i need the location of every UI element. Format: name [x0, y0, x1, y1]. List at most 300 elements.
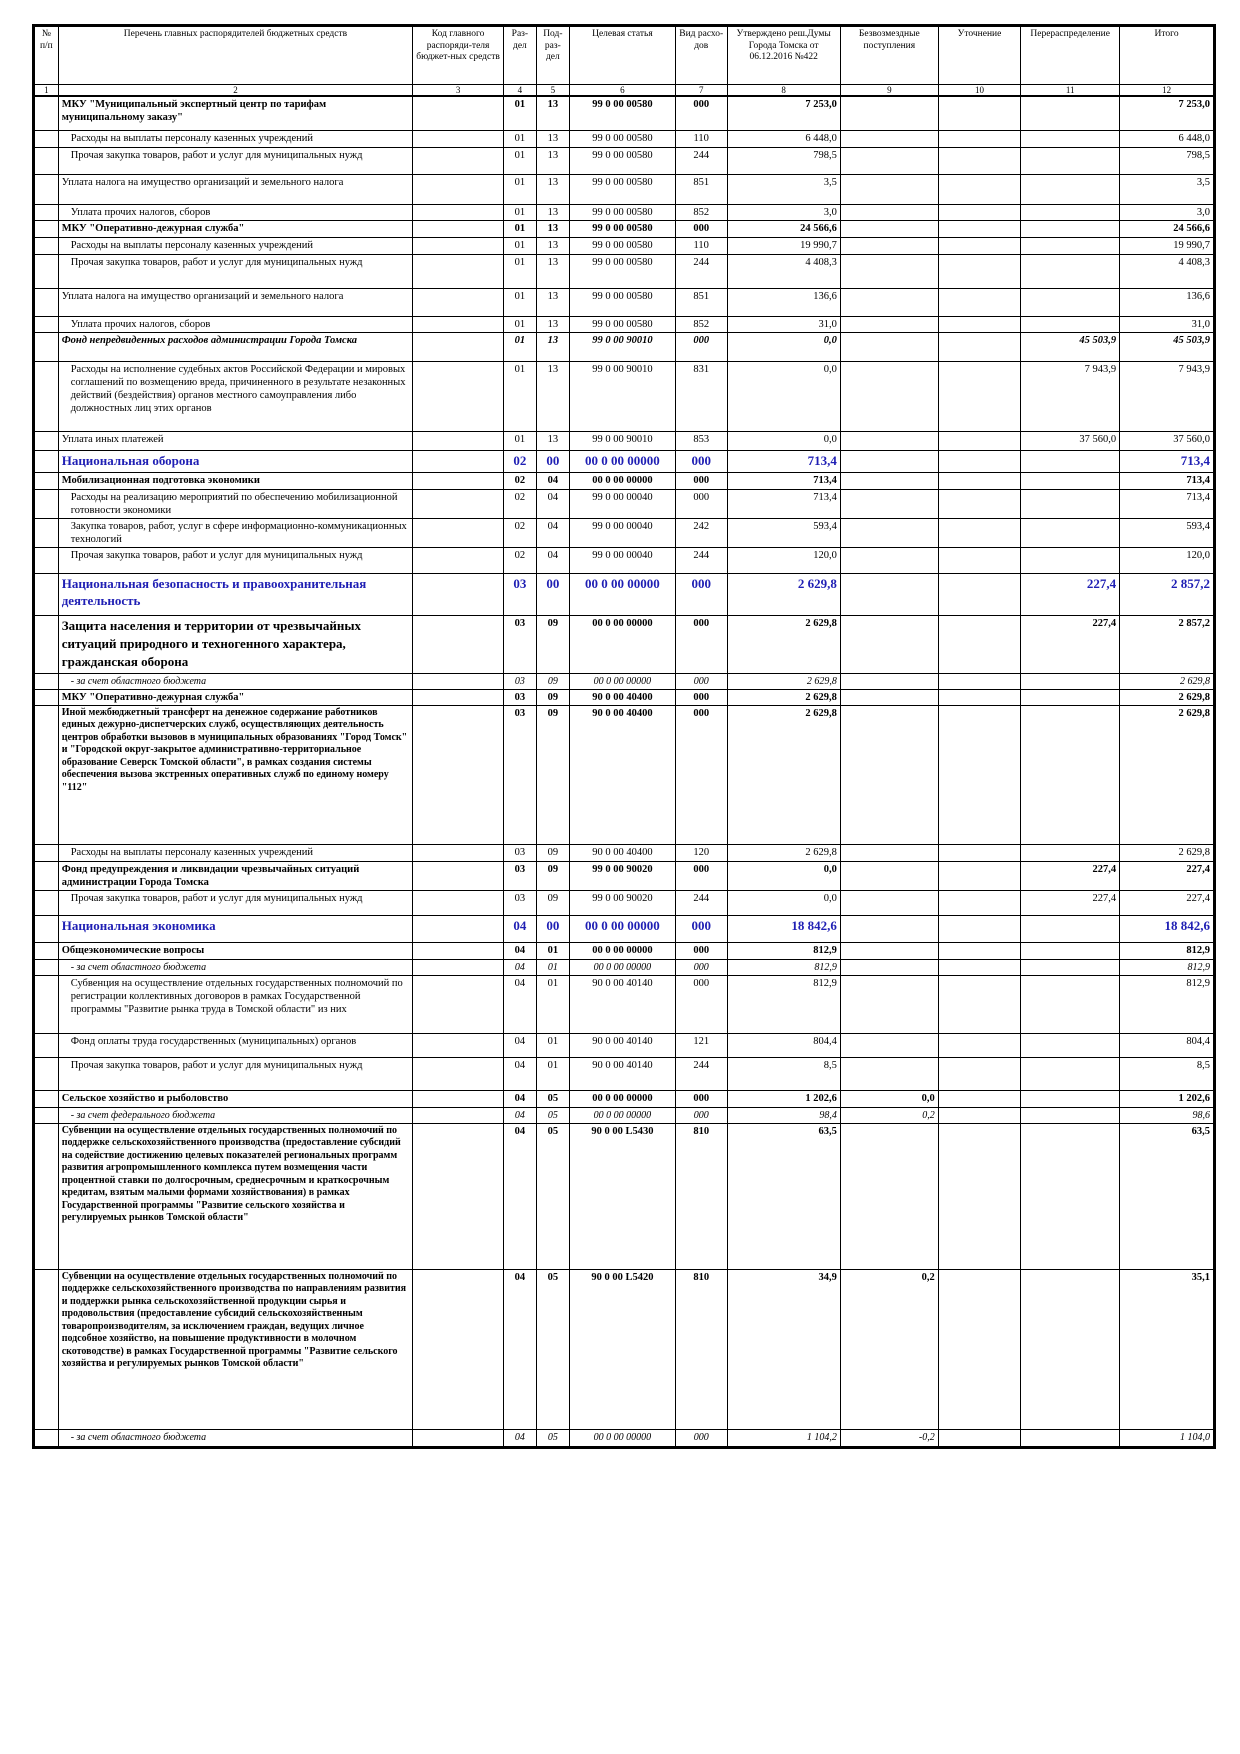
total-cell: 2 629,8: [1120, 844, 1214, 861]
podrazdel-cell: 09: [536, 615, 569, 673]
table-row: [35, 1429, 1214, 1446]
free-cell: [840, 220, 938, 237]
clarification-cell: [938, 174, 1020, 204]
total-cell: 6 448,0: [1120, 130, 1214, 147]
clarification-cell: [938, 705, 1020, 844]
article-cell: 99 0 00 00580: [569, 96, 675, 130]
redistribution-cell: [1021, 915, 1120, 942]
total-cell: 2 629,8: [1120, 705, 1214, 844]
colnum: 7: [675, 85, 727, 97]
vid-cell: 831: [675, 361, 727, 431]
name-cell: Защита населения и территории от чрезвычайных ситуаций природного и техногенного характера, гражданская оборона: [58, 615, 413, 673]
redistribution-cell: [1021, 1269, 1120, 1429]
vid-cell: 244: [675, 254, 727, 288]
free-cell: [840, 147, 938, 174]
vid-cell: 853: [675, 431, 727, 450]
vid-cell: 000: [675, 942, 727, 959]
article-cell: 00 0 00 00000: [569, 1429, 675, 1446]
code-cell: [413, 96, 504, 130]
name-cell: Прочая закупка товаров, работ и услуг для муниципальных нужд: [58, 254, 413, 288]
header-article: Целевая статья: [569, 27, 675, 85]
table-row: [35, 1033, 1214, 1057]
name-cell: - за счет областного бюджета: [58, 959, 413, 975]
approved-cell: 136,6: [727, 288, 840, 316]
razdel-cell: 04: [503, 1057, 536, 1090]
approved-cell: 7 253,0: [727, 96, 840, 130]
total-cell: 120,0: [1120, 547, 1214, 573]
name-cell: Сельское хозяйство и рыболовство: [58, 1090, 413, 1107]
podrazdel-cell: 09: [536, 689, 569, 705]
article-cell: 99 0 00 90010: [569, 431, 675, 450]
num-cell: [35, 1107, 59, 1123]
free-cell: [840, 1057, 938, 1090]
clarification-cell: [938, 431, 1020, 450]
approved-cell: 2 629,8: [727, 689, 840, 705]
num-cell: [35, 673, 59, 689]
code-cell: [413, 890, 504, 915]
article-cell: 99 0 00 00580: [569, 237, 675, 254]
num-cell: [35, 1429, 59, 1446]
approved-cell: 1 104,2: [727, 1429, 840, 1446]
clarification-cell: [938, 288, 1020, 316]
free-cell: [840, 861, 938, 890]
razdel-cell: 03: [503, 705, 536, 844]
podrazdel-cell: 09: [536, 890, 569, 915]
name-cell: Расходы на реализацию мероприятий по обеспечению мобилизационной готовности экономики: [58, 489, 413, 518]
podrazdel-cell: 13: [536, 130, 569, 147]
code-cell: [413, 959, 504, 975]
approved-cell: 31,0: [727, 316, 840, 332]
razdel-cell: 04: [503, 959, 536, 975]
code-cell: [413, 573, 504, 615]
podrazdel-cell: 09: [536, 673, 569, 689]
podrazdel-cell: 05: [536, 1269, 569, 1429]
code-cell: [413, 547, 504, 573]
podrazdel-cell: 09: [536, 861, 569, 890]
approved-cell: 713,4: [727, 489, 840, 518]
free-cell: [840, 96, 938, 130]
total-cell: 227,4: [1120, 890, 1214, 915]
razdel-cell: 03: [503, 673, 536, 689]
table-row: [35, 450, 1214, 472]
num-cell: [35, 450, 59, 472]
podrazdel-cell: 04: [536, 518, 569, 547]
approved-cell: 2 629,8: [727, 615, 840, 673]
podrazdel-cell: 01: [536, 975, 569, 1033]
code-cell: [413, 237, 504, 254]
code-cell: [413, 673, 504, 689]
table-row: [35, 1107, 1214, 1123]
article-cell: 90 0 00 40400: [569, 844, 675, 861]
razdel-cell: 01: [503, 316, 536, 332]
vid-cell: 000: [675, 959, 727, 975]
num-cell: [35, 237, 59, 254]
name-cell: - за счет областного бюджета: [58, 673, 413, 689]
redistribution-cell: [1021, 174, 1120, 204]
approved-cell: 812,9: [727, 959, 840, 975]
approved-cell: 0,0: [727, 861, 840, 890]
redistribution-cell: [1021, 689, 1120, 705]
header-code: Код главного распоряди-теля бюджет-ных средств: [413, 27, 504, 85]
colnum: 3: [413, 85, 504, 97]
name-cell: Субвенции на осуществление отдельных государственных полномочий по поддержке сельскохозяйственного производства по направлениям развития и поддержки рынка сельскохозяйственной продукции сырья и продовольствия (предоставление субсидий сельскохозяйственным товаропроизводителям, за исключением граждан, ведущих личное подсобное хозяйство, на повышение продуктивности в молочном скотоводстве) в рамках Государственной программы "Развитие сельского хозяйства и регулируемых рынков Томской области": [58, 1269, 413, 1429]
table-row: [35, 174, 1214, 204]
clarification-cell: [938, 547, 1020, 573]
vid-cell: 000: [675, 705, 727, 844]
article-cell: 00 0 00 00000: [569, 959, 675, 975]
article-cell: 99 0 00 90010: [569, 361, 675, 431]
razdel-cell: 03: [503, 890, 536, 915]
razdel-cell: 03: [503, 573, 536, 615]
redistribution-cell: [1021, 450, 1120, 472]
table-row: [35, 673, 1214, 689]
name-cell: Расходы на выплаты персоналу казенных учреждений: [58, 130, 413, 147]
colnum: 5: [536, 85, 569, 97]
table-row: [35, 959, 1214, 975]
total-cell: 3,5: [1120, 174, 1214, 204]
free-cell: [840, 689, 938, 705]
total-cell: 227,4: [1120, 861, 1214, 890]
colnum: 10: [938, 85, 1020, 97]
code-cell: [413, 844, 504, 861]
razdel-cell: 04: [503, 942, 536, 959]
article-cell: 00 0 00 00000: [569, 673, 675, 689]
name-cell: Фонд оплаты труда государственных (муниципальных) органов: [58, 1033, 413, 1057]
header-number: № п/п: [35, 27, 59, 85]
vid-cell: 000: [675, 573, 727, 615]
num-cell: [35, 489, 59, 518]
article-cell: 99 0 00 00580: [569, 254, 675, 288]
redistribution-cell: [1021, 316, 1120, 332]
article-cell: 99 0 00 90020: [569, 861, 675, 890]
razdel-cell: 01: [503, 254, 536, 288]
code-cell: [413, 489, 504, 518]
article-cell: 99 0 00 00580: [569, 316, 675, 332]
vid-cell: 000: [675, 1090, 727, 1107]
code-cell: [413, 705, 504, 844]
total-cell: 593,4: [1120, 518, 1214, 547]
vid-cell: 000: [675, 861, 727, 890]
num-cell: [35, 573, 59, 615]
free-cell: [840, 518, 938, 547]
name-cell: Мобилизационная подготовка экономики: [58, 472, 413, 489]
free-cell: [840, 489, 938, 518]
total-cell: 1 202,6: [1120, 1090, 1214, 1107]
article-cell: 90 0 00 L5420: [569, 1269, 675, 1429]
podrazdel-cell: 00: [536, 573, 569, 615]
colnum: 4: [503, 85, 536, 97]
total-cell: 2 629,8: [1120, 689, 1214, 705]
approved-cell: 120,0: [727, 547, 840, 573]
redistribution-cell: 37 560,0: [1021, 431, 1120, 450]
redistribution-cell: [1021, 959, 1120, 975]
name-cell: - за счет областного бюджета: [58, 1429, 413, 1446]
total-cell: 63,5: [1120, 1123, 1214, 1269]
name-cell: Расходы на выплаты персоналу казенных учреждений: [58, 844, 413, 861]
vid-cell: 000: [675, 975, 727, 1033]
approved-cell: 24 566,6: [727, 220, 840, 237]
redistribution-cell: [1021, 1429, 1120, 1446]
razdel-cell: 04: [503, 1429, 536, 1446]
vid-cell: 000: [675, 689, 727, 705]
article-cell: 99 0 00 00580: [569, 147, 675, 174]
code-cell: [413, 915, 504, 942]
total-cell: 798,5: [1120, 147, 1214, 174]
approved-cell: 713,4: [727, 472, 840, 489]
free-cell: [840, 174, 938, 204]
free-cell: [840, 915, 938, 942]
name-cell: Уплата налога на имущество организаций и земельного налога: [58, 174, 413, 204]
num-cell: [35, 204, 59, 220]
clarification-cell: [938, 890, 1020, 915]
header-redistribution: Перераспределение: [1021, 27, 1120, 85]
colnum: 1: [35, 85, 59, 97]
total-cell: 713,4: [1120, 472, 1214, 489]
approved-cell: 34,9: [727, 1269, 840, 1429]
clarification-cell: [938, 316, 1020, 332]
num-cell: [35, 1123, 59, 1269]
razdel-cell: 01: [503, 361, 536, 431]
podrazdel-cell: 13: [536, 288, 569, 316]
clarification-cell: [938, 975, 1020, 1033]
clarification-cell: [938, 1090, 1020, 1107]
vid-cell: 244: [675, 890, 727, 915]
code-cell: [413, 361, 504, 431]
total-cell: 2 857,2: [1120, 615, 1214, 673]
num-cell: [35, 615, 59, 673]
colnum: 9: [840, 85, 938, 97]
razdel-cell: 01: [503, 96, 536, 130]
code-cell: [413, 1429, 504, 1446]
total-cell: 713,4: [1120, 489, 1214, 518]
redistribution-cell: [1021, 942, 1120, 959]
total-cell: 45 503,9: [1120, 332, 1214, 361]
table-row: [35, 472, 1214, 489]
name-cell: МКУ "Оперативно-дежурная служба": [58, 220, 413, 237]
colnum: 12: [1120, 85, 1214, 97]
podrazdel-cell: 01: [536, 1057, 569, 1090]
column-numbers-row: [35, 85, 1214, 97]
code-cell: [413, 1269, 504, 1429]
vid-cell: 000: [675, 450, 727, 472]
redistribution-cell: [1021, 220, 1120, 237]
podrazdel-cell: 05: [536, 1090, 569, 1107]
podrazdel-cell: 13: [536, 204, 569, 220]
razdel-cell: 04: [503, 1269, 536, 1429]
article-cell: 00 0 00 00000: [569, 472, 675, 489]
article-cell: 00 0 00 00000: [569, 450, 675, 472]
razdel-cell: 01: [503, 174, 536, 204]
clarification-cell: [938, 220, 1020, 237]
podrazdel-cell: 13: [536, 361, 569, 431]
clarification-cell: [938, 472, 1020, 489]
clarification-cell: [938, 1123, 1020, 1269]
podrazdel-cell: 13: [536, 431, 569, 450]
vid-cell: 810: [675, 1123, 727, 1269]
free-cell: 0,2: [840, 1269, 938, 1429]
code-cell: [413, 1107, 504, 1123]
approved-cell: 2 629,8: [727, 673, 840, 689]
vid-cell: 000: [675, 615, 727, 673]
code-cell: [413, 332, 504, 361]
redistribution-cell: [1021, 254, 1120, 288]
podrazdel-cell: 13: [536, 96, 569, 130]
header-razdel: Раз-дел: [503, 27, 536, 85]
redistribution-cell: 45 503,9: [1021, 332, 1120, 361]
code-cell: [413, 861, 504, 890]
num-cell: [35, 915, 59, 942]
total-cell: 7 943,9: [1120, 361, 1214, 431]
vid-cell: 244: [675, 1057, 727, 1090]
article-cell: 90 0 00 L5430: [569, 1123, 675, 1269]
total-cell: 19 990,7: [1120, 237, 1214, 254]
name-cell: Уплата налога на имущество организаций и земельного налога: [58, 288, 413, 316]
podrazdel-cell: 04: [536, 472, 569, 489]
table-row: [35, 1057, 1214, 1090]
podrazdel-cell: 05: [536, 1107, 569, 1123]
approved-cell: 4 408,3: [727, 254, 840, 288]
colnum: 6: [569, 85, 675, 97]
total-cell: 2 857,2: [1120, 573, 1214, 615]
article-cell: 99 0 00 00580: [569, 204, 675, 220]
table-row: [35, 220, 1214, 237]
clarification-cell: [938, 1269, 1020, 1429]
free-cell: [840, 254, 938, 288]
num-cell: [35, 361, 59, 431]
code-cell: [413, 689, 504, 705]
vid-cell: 242: [675, 518, 727, 547]
razdel-cell: 02: [503, 518, 536, 547]
name-cell: МКУ "Оперативно-дежурная служба": [58, 689, 413, 705]
approved-cell: 6 448,0: [727, 130, 840, 147]
table-row: [35, 890, 1214, 915]
approved-cell: 98,4: [727, 1107, 840, 1123]
redistribution-cell: [1021, 975, 1120, 1033]
num-cell: [35, 130, 59, 147]
free-cell: [840, 1123, 938, 1269]
table-row: [35, 975, 1214, 1033]
num-cell: [35, 220, 59, 237]
podrazdel-cell: 00: [536, 450, 569, 472]
razdel-cell: 01: [503, 204, 536, 220]
clarification-cell: [938, 450, 1020, 472]
table-row: [35, 96, 1214, 130]
article-cell: 99 0 00 00580: [569, 288, 675, 316]
num-cell: [35, 1269, 59, 1429]
podrazdel-cell: 04: [536, 547, 569, 573]
razdel-cell: 03: [503, 844, 536, 861]
header-total: Итого: [1120, 27, 1214, 85]
name-cell: Общеэкономические вопросы: [58, 942, 413, 959]
article-cell: 90 0 00 40140: [569, 975, 675, 1033]
num-cell: [35, 288, 59, 316]
clarification-cell: [938, 130, 1020, 147]
code-cell: [413, 975, 504, 1033]
free-cell: -0,2: [840, 1429, 938, 1446]
total-cell: 98,6: [1120, 1107, 1214, 1123]
redistribution-cell: [1021, 96, 1120, 130]
free-cell: [840, 1033, 938, 1057]
clarification-cell: [938, 1429, 1020, 1446]
article-cell: 00 0 00 00000: [569, 615, 675, 673]
table-row: [35, 147, 1214, 174]
approved-cell: 798,5: [727, 147, 840, 174]
total-cell: 812,9: [1120, 942, 1214, 959]
total-cell: 4 408,3: [1120, 254, 1214, 288]
podrazdel-cell: 09: [536, 844, 569, 861]
total-cell: 18 842,6: [1120, 915, 1214, 942]
podrazdel-cell: 05: [536, 1429, 569, 1446]
header-vid: Вид расхо-дов: [675, 27, 727, 85]
redistribution-cell: [1021, 204, 1120, 220]
clarification-cell: [938, 147, 1020, 174]
num-cell: [35, 844, 59, 861]
total-cell: 31,0: [1120, 316, 1214, 332]
redistribution-cell: [1021, 673, 1120, 689]
razdel-cell: 04: [503, 1107, 536, 1123]
approved-cell: 812,9: [727, 942, 840, 959]
budget-table: [34, 26, 1214, 1447]
redistribution-cell: [1021, 130, 1120, 147]
name-cell: Иной межбюджетный трансферт на денежное содержание работников единых дежурно-диспетчерских служб, осуществляющих деятельность центров обработки вызовов в муниципальных образованиях "Город Томск" и "Городской округ-закрытое административно-территориальное образование Северск Томской области", в рамках создания системы обеспечения вызова экстренных оперативных служб по единому номеру "112": [58, 705, 413, 844]
razdel-cell: 03: [503, 689, 536, 705]
num-cell: [35, 959, 59, 975]
clarification-cell: [938, 254, 1020, 288]
name-cell: Фонд предупреждения и ликвидации чрезвычайных ситуаций администрации Города Томска: [58, 861, 413, 890]
num-cell: [35, 942, 59, 959]
razdel-cell: 04: [503, 1033, 536, 1057]
clarification-cell: [938, 361, 1020, 431]
code-cell: [413, 204, 504, 220]
table-row: [35, 861, 1214, 890]
code-cell: [413, 288, 504, 316]
podrazdel-cell: 00: [536, 915, 569, 942]
name-cell: МКУ "Муниципальный экспертный центр по тарифам муниципальному заказу": [58, 96, 413, 130]
name-cell: Прочая закупка товаров, работ и услуг для муниципальных нужд: [58, 547, 413, 573]
article-cell: 99 0 00 00040: [569, 518, 675, 547]
article-cell: 90 0 00 40400: [569, 689, 675, 705]
num-cell: [35, 975, 59, 1033]
article-cell: 00 0 00 00000: [569, 1107, 675, 1123]
redistribution-cell: [1021, 1107, 1120, 1123]
vid-cell: 851: [675, 174, 727, 204]
table-body: [35, 96, 1214, 1446]
total-cell: 3,0: [1120, 204, 1214, 220]
code-cell: [413, 450, 504, 472]
table-row: [35, 288, 1214, 316]
razdel-cell: 04: [503, 975, 536, 1033]
free-cell: [840, 959, 938, 975]
code-cell: [413, 1090, 504, 1107]
redistribution-cell: 227,4: [1021, 615, 1120, 673]
clarification-cell: [938, 915, 1020, 942]
razdel-cell: 04: [503, 915, 536, 942]
num-cell: [35, 147, 59, 174]
clarification-cell: [938, 332, 1020, 361]
clarification-cell: [938, 1107, 1020, 1123]
total-cell: 35,1: [1120, 1269, 1214, 1429]
name-cell: Уплата иных платежей: [58, 431, 413, 450]
article-cell: 00 0 00 00000: [569, 942, 675, 959]
redistribution-cell: 227,4: [1021, 890, 1120, 915]
free-cell: [840, 615, 938, 673]
razdel-cell: 01: [503, 431, 536, 450]
code-cell: [413, 1057, 504, 1090]
free-cell: [840, 844, 938, 861]
razdel-cell: 01: [503, 237, 536, 254]
free-cell: 0,2: [840, 1107, 938, 1123]
name-cell: Расходы на исполнение судебных актов Российской Федерации и мировых соглашений по возмещению вреда, причиненного в результате незаконных действий (бездействия) органов местного самоуправления либо должностных лиц этих органов: [58, 361, 413, 431]
